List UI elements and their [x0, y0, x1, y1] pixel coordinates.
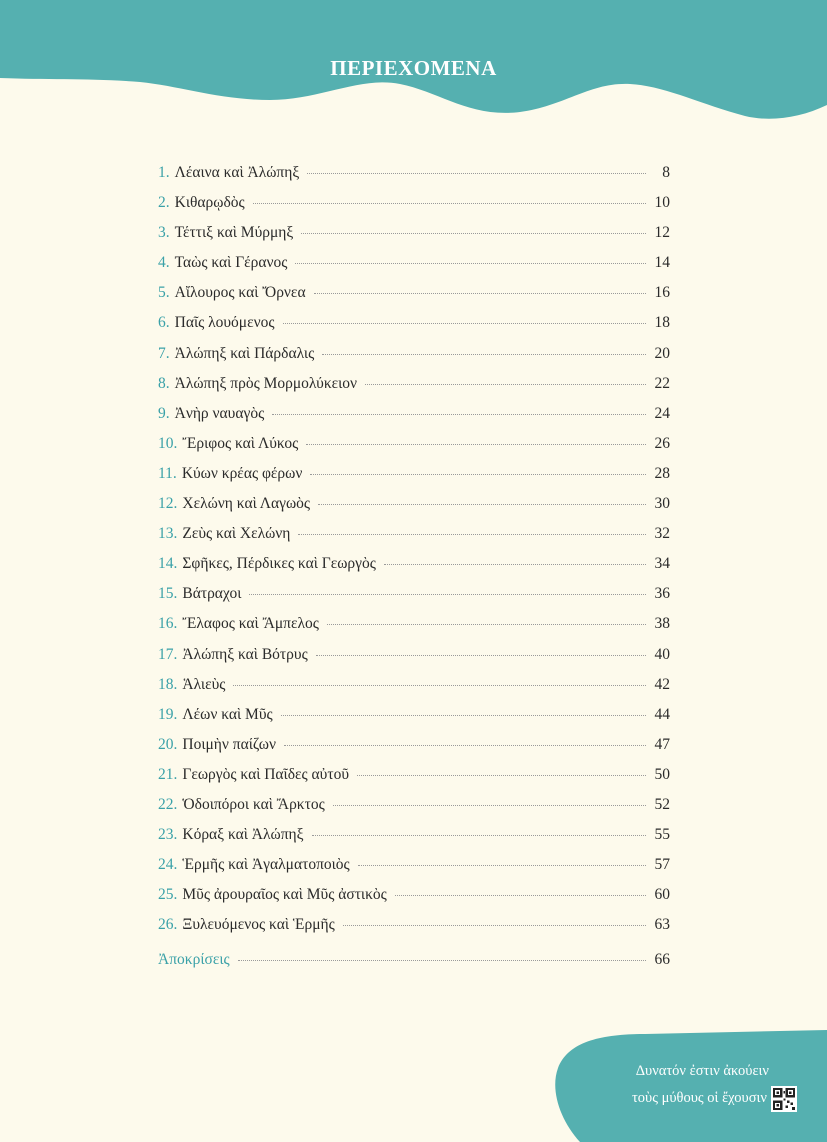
leader-dots — [307, 173, 646, 174]
toc-item[interactable] — [158, 674, 670, 704]
footer-line-1: Δυνατόν ἐστιν ἀκούειν — [635, 1063, 769, 1079]
toc-item-number: 15. — [158, 585, 178, 603]
toc-item-title: Χελώνη καὶ Λαγωὸς — [182, 495, 311, 513]
toc-item-number: 25. — [158, 886, 178, 904]
page-title: ΠΕΡΙΕΧΟΜΕΝΑ — [330, 56, 497, 80]
toc-item[interactable] — [158, 824, 670, 854]
toc-item-page: 60 — [654, 886, 670, 904]
toc-item-title: Λέαινα καὶ Ἀλώπηξ — [174, 164, 300, 181]
toc-item-page: 36 — [654, 585, 670, 603]
toc-item[interactable] — [158, 613, 670, 643]
toc-item[interactable] — [158, 433, 670, 463]
toc-item-title: Ἀλώπηξ πρὸς Μορμολύκειον — [174, 374, 358, 392]
leader-dots — [233, 685, 646, 686]
toc-item-title: Ἑρμῆς καὶ Ἀγαλματοποιὸς — [182, 856, 350, 874]
toc-item-number: 23. — [158, 826, 178, 844]
toc-item[interactable] — [158, 252, 670, 282]
toc-item[interactable] — [158, 373, 670, 403]
table-of-contents — [158, 162, 670, 980]
toc-item[interactable] — [158, 794, 670, 824]
toc-item-number: 22. — [158, 795, 178, 813]
leader-dots — [249, 594, 646, 595]
toc-item-number: 1. — [158, 164, 170, 181]
toc-item-title: Κύων κρέας φέρων — [181, 464, 303, 482]
toc-item-page: 34 — [654, 555, 670, 573]
toc-item[interactable] — [158, 764, 670, 794]
leader-dots — [281, 715, 646, 716]
toc-item-number: 13. — [158, 525, 178, 543]
toc-item-title: Ἁλιεὺς — [182, 675, 226, 693]
toc-item-title: Παῖς λουόμενος — [174, 314, 275, 332]
toc-item-title: Ἀλώπηξ καὶ Πάρδαλις — [174, 344, 315, 362]
footer-line-2: τοὺς μύθους οἱ ἔχουσιν — [631, 1090, 767, 1106]
leader-dots — [327, 624, 646, 625]
toc-item-page: 12 — [654, 224, 670, 242]
footer-caption — [557, 1058, 797, 1112]
toc-item-number: 24. — [158, 856, 178, 874]
toc-item-number: 16. — [158, 615, 178, 633]
toc-item-page: 20 — [654, 344, 670, 362]
toc-item-page: 10 — [654, 194, 670, 212]
toc-item[interactable] — [158, 704, 670, 734]
leader-dots — [301, 233, 646, 234]
leader-dots — [238, 960, 646, 961]
toc-item-number: 18. — [158, 675, 178, 693]
toc-item-title: Ἔριφος καὶ Λύκος — [182, 434, 299, 452]
toc-item-number: 9. — [158, 404, 170, 422]
toc-item-page: 55 — [654, 826, 670, 844]
toc-item[interactable] — [158, 222, 670, 252]
toc-item-page: 40 — [654, 645, 670, 663]
footer-line-2-row — [557, 1085, 797, 1112]
toc-item[interactable] — [158, 884, 670, 914]
leader-dots — [365, 384, 646, 385]
toc-item-number: 7. — [158, 344, 170, 362]
toc-item-title: Κόραξ καὶ Ἀλώπηξ — [182, 826, 304, 844]
toc-item[interactable] — [158, 192, 670, 222]
toc-item-page: 24 — [654, 404, 670, 422]
toc-item-page: 57 — [654, 856, 670, 874]
toc-item-number: 6. — [158, 314, 170, 332]
toc-item-title: Τέττιξ καὶ Μύρμηξ — [174, 224, 294, 242]
toc-item-page: 30 — [654, 495, 670, 513]
toc-item-number: 11. — [158, 464, 177, 482]
toc-item-page: 8 — [662, 164, 670, 181]
toc-item-page: 14 — [654, 254, 670, 272]
toc-item[interactable] — [158, 403, 670, 433]
toc-item-title: Λέων καὶ Μῦς — [182, 705, 273, 723]
answers-title: Ἀποκρίσεις — [158, 951, 230, 969]
toc-item-title: Γεωργὸς καὶ Παῖδες αὐτοῦ — [182, 765, 349, 783]
toc-item-title: Βάτραχοι — [182, 585, 242, 603]
toc-item[interactable] — [158, 162, 670, 192]
toc-item-page: 38 — [654, 615, 670, 633]
toc-item[interactable] — [158, 493, 670, 523]
toc-item[interactable] — [158, 463, 670, 493]
answers-page: 66 — [654, 951, 670, 969]
toc-item-page: 32 — [654, 525, 670, 543]
toc-item-page: 18 — [654, 314, 670, 332]
leader-dots — [253, 203, 646, 204]
toc-item-number: 20. — [158, 735, 178, 753]
toc-item-page: 63 — [654, 916, 670, 934]
toc-item[interactable] — [158, 282, 670, 312]
toc-item-number: 14. — [158, 555, 178, 573]
toc-item-page: 50 — [654, 765, 670, 783]
toc-item-title: Ἀνὴρ ναυαγὸς — [174, 404, 265, 422]
toc-item-page: 44 — [654, 705, 670, 723]
toc-item-title: Ἀλώπηξ καὶ Βότρυς — [182, 645, 308, 663]
toc-item-number: 19. — [158, 705, 178, 723]
toc-item-number: 4. — [158, 254, 170, 272]
toc-item[interactable] — [158, 523, 670, 553]
toc-item-page: 26 — [654, 434, 670, 452]
toc-item-page: 47 — [654, 735, 670, 753]
toc-item-title: Αἴλουρος καὶ Ὄρνεα — [174, 284, 306, 302]
leader-dots — [316, 655, 646, 656]
toc-item-number: 10. — [158, 434, 178, 452]
toc-item[interactable] — [158, 583, 670, 613]
toc-item-title: Ὁδοιπόροι καὶ Ἄρκτος — [182, 795, 325, 813]
toc-item-title: Ξυλευόμενος καὶ Ἑρμῆς — [182, 916, 335, 934]
toc-item-title: Ζεὺς καὶ Χελώνη — [182, 525, 291, 543]
leader-dots — [322, 354, 646, 355]
toc-item-number: 2. — [158, 194, 170, 212]
leader-dots — [384, 564, 646, 565]
toc-item-title: Μῦς ἀρουραῖος καὶ Μῦς ἀστικὸς — [182, 886, 387, 904]
toc-item-title: Ταὼς καὶ Γέρανος — [174, 254, 288, 272]
toc-item-number: 21. — [158, 765, 178, 783]
leader-dots — [358, 865, 646, 866]
toc-item-title: Κιθαρῳδὸς — [174, 194, 245, 212]
toc-item-page: 28 — [654, 464, 670, 482]
leader-dots — [272, 414, 646, 415]
leader-dots — [284, 745, 646, 746]
toc-item[interactable] — [158, 312, 670, 342]
toc-item[interactable] — [158, 914, 670, 944]
toc-item[interactable] — [158, 553, 670, 583]
toc-item-number: 12. — [158, 495, 178, 513]
leader-dots — [298, 534, 646, 535]
toc-item-number: 5. — [158, 284, 170, 302]
leader-dots — [314, 293, 646, 294]
toc-item-number: 8. — [158, 374, 170, 392]
toc-item[interactable] — [158, 734, 670, 764]
leader-dots — [333, 805, 646, 806]
toc-item[interactable] — [158, 343, 670, 373]
toc-item-title: Σφῆκες, Πέρδικες καὶ Γεωργὸς — [182, 555, 376, 573]
toc-item-number: 26. — [158, 916, 178, 934]
toc-item-number: 3. — [158, 224, 170, 242]
toc-item-page: 52 — [654, 795, 670, 813]
toc-item-title: Ἔλαφος καὶ Ἄμπελος — [182, 615, 319, 633]
leader-dots — [343, 925, 646, 926]
toc-item[interactable] — [158, 854, 670, 884]
toc-item-number: 17. — [158, 645, 178, 663]
leader-dots — [283, 323, 646, 324]
toc-item-title: Ποιμὴν παίζων — [182, 735, 276, 753]
qr-code-icon[interactable] — [771, 1086, 797, 1112]
leader-dots — [312, 835, 646, 836]
toc-item-answers[interactable] — [158, 949, 670, 979]
leader-dots — [295, 263, 646, 264]
toc-item[interactable] — [158, 644, 670, 674]
toc-item-page: 16 — [654, 284, 670, 302]
toc-item-page: 42 — [654, 675, 670, 693]
leader-dots — [395, 895, 646, 896]
toc-item-page: 22 — [654, 374, 670, 392]
leader-dots — [318, 504, 646, 505]
leader-dots — [357, 775, 646, 776]
leader-dots — [306, 444, 646, 445]
leader-dots — [310, 474, 646, 475]
